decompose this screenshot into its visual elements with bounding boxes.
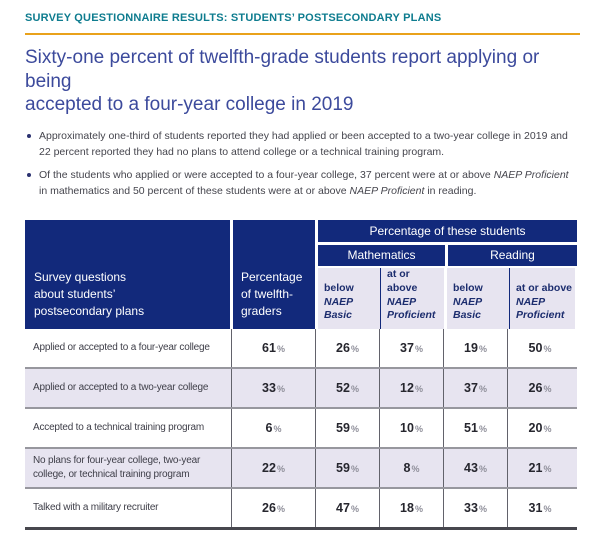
page-title <box>25 46 585 117</box>
percent-sign: % <box>350 503 359 514</box>
achievement-prefix: below <box>324 281 354 294</box>
cell-value: 10 <box>400 420 414 435</box>
cell-math-below-basic <box>316 449 380 487</box>
table-row <box>25 447 577 487</box>
percent-sign: % <box>350 463 359 474</box>
table-row <box>25 367 577 407</box>
header-mathematics: Mathematics <box>318 245 445 267</box>
cell-value: 52 <box>336 380 350 395</box>
list-item <box>25 168 579 200</box>
bullet-dot-icon <box>27 173 31 177</box>
header-group-these-students <box>318 220 577 329</box>
percent-sign: % <box>276 463 285 474</box>
naep-proficient-italic: NAEP Proficient <box>387 295 436 322</box>
bullet-text: Approximately one-third of students reported they had applied or been accepted to a two-year college in 2019 and 22 percent reported they had no plans to attend college or a technical training program. <box>39 129 568 158</box>
cell-value: 33 <box>262 380 276 395</box>
achievement-prefix: at or above <box>387 268 418 294</box>
table-body <box>25 329 577 530</box>
cell-pct-twelfth-graders <box>232 449 316 487</box>
cell-reading-below-basic <box>444 409 508 447</box>
naep-proficient-italic: NAEP Proficient <box>516 295 565 322</box>
cell-value: 43 <box>464 460 478 475</box>
cell-math-below-basic <box>316 369 380 407</box>
header-achievement-levels-row <box>318 268 577 329</box>
row-question: Talked with a military recruiter <box>25 489 232 527</box>
header-line: of twelfth- <box>241 286 294 301</box>
cell-reading-proficient <box>508 329 572 367</box>
percent-sign: % <box>414 503 423 514</box>
header-survey-questions-text <box>34 269 144 320</box>
cell-value: 18 <box>400 500 414 515</box>
page-title-line-2: accepted to a four-year college in 2019 <box>25 94 354 116</box>
cell-value: 47 <box>336 500 350 515</box>
percent-sign: % <box>478 423 487 434</box>
gold-divider-rule <box>25 33 580 35</box>
percent-sign: % <box>350 383 359 394</box>
header-subjects-row <box>318 245 577 267</box>
header-reading: Reading <box>448 245 577 267</box>
bullet-dot-icon <box>27 134 31 138</box>
table-header <box>25 220 577 329</box>
cell-value: 31 <box>528 500 543 515</box>
cell-reading-proficient <box>508 489 572 527</box>
cell-value: 59 <box>336 420 350 435</box>
cell-value: 26 <box>262 500 276 515</box>
cell-pct-twelfth-graders <box>232 329 316 367</box>
row-question: Applied or accepted to a two-year college <box>25 369 232 407</box>
cell-reading-below-basic <box>444 489 508 527</box>
header-line: graders <box>241 303 282 318</box>
cell-value: 21 <box>528 460 543 475</box>
cell-value: 37 <box>400 340 414 355</box>
cell-value: 22 <box>262 460 276 475</box>
cell-pct-twelfth-graders <box>232 369 316 407</box>
bullet-text-part: Of the students who applied or were accepted to a four-year college, 37 percent were at or above <box>39 169 494 182</box>
percent-sign: % <box>276 343 285 354</box>
percent-sign: % <box>478 463 487 474</box>
bullet-text-part: in mathematics and 50 percent of these students were at or above <box>39 185 350 198</box>
cell-value: 51 <box>464 420 478 435</box>
cell-value: 59 <box>336 460 350 475</box>
row-question: Applied or accepted to a four-year college <box>25 329 232 367</box>
cell-value: 26 <box>336 340 350 355</box>
percent-sign: % <box>478 383 487 394</box>
cell-math-proficient <box>380 489 444 527</box>
cell-math-proficient <box>380 449 444 487</box>
header-percentage-twelfth-graders-text <box>241 269 302 320</box>
header-line: Survey questions <box>34 269 127 284</box>
percent-sign: % <box>478 503 487 514</box>
header-survey-questions <box>25 220 230 329</box>
percent-sign: % <box>350 423 359 434</box>
cell-reading-below-basic <box>444 449 508 487</box>
cell-pct-twelfth-graders <box>232 489 316 527</box>
section-eyebrow-heading: SURVEY QUESTIONNAIRE RESULTS: STUDENTS’ POSTSECONDARY PLANS <box>25 12 442 24</box>
percent-sign: % <box>543 383 552 394</box>
header-percentage-twelfth-graders <box>233 220 315 329</box>
cell-value: 8 <box>403 460 411 475</box>
percent-sign: % <box>414 383 423 394</box>
percent-sign: % <box>414 343 423 354</box>
results-table <box>25 220 577 530</box>
cell-reading-below-basic <box>444 369 508 407</box>
achievement-prefix: below <box>453 281 483 294</box>
header-math-at-above-proficient <box>381 268 444 329</box>
cell-math-below-basic <box>316 329 380 367</box>
cell-value: 6 <box>265 420 273 435</box>
header-line: about students’ <box>34 286 116 301</box>
header-line: postsecondary plans <box>34 303 145 318</box>
header-reading-at-above-proficient <box>510 268 575 329</box>
list-item <box>25 129 579 161</box>
naep-basic-italic: NAEP Basic <box>324 295 353 322</box>
header-percentage-these-students: Percentage of these students <box>318 220 577 242</box>
cell-math-proficient <box>380 329 444 367</box>
cell-reading-below-basic <box>444 329 508 367</box>
header-math-below-basic <box>318 268 381 329</box>
cell-math-proficient <box>380 369 444 407</box>
achievement-prefix: at or above <box>516 281 573 294</box>
cell-math-below-basic <box>316 409 380 447</box>
header-line: Percentage <box>241 269 303 284</box>
cell-value: 26 <box>528 380 543 395</box>
cell-pct-twelfth-graders <box>232 409 316 447</box>
percent-sign: % <box>273 423 282 434</box>
page-title-line-1: Sixty-one percent of twelfth-grade students report applying or being <box>25 47 540 92</box>
percent-sign: % <box>543 343 552 354</box>
cell-math-proficient <box>380 409 444 447</box>
bullet-text <box>39 169 569 197</box>
percent-sign: % <box>478 343 487 354</box>
header-reading-below-basic <box>447 268 510 329</box>
percent-sign: % <box>350 343 359 354</box>
cell-value: 37 <box>464 380 478 395</box>
cell-value: 50 <box>528 340 543 355</box>
percent-sign: % <box>543 503 552 514</box>
naep-basic-italic: NAEP Basic <box>453 295 482 322</box>
table-row <box>25 329 577 367</box>
cell-value: 61 <box>262 340 276 355</box>
naep-proficient-italic: NAEP Proficient <box>349 185 425 198</box>
cell-value: 33 <box>464 500 478 515</box>
percent-sign: % <box>543 463 552 474</box>
percent-sign: % <box>411 463 420 474</box>
cell-reading-proficient <box>508 449 572 487</box>
cell-reading-proficient <box>508 409 572 447</box>
percent-sign: % <box>276 383 285 394</box>
cell-value: 12 <box>400 380 414 395</box>
key-findings-list <box>25 129 585 200</box>
percent-sign: % <box>543 423 552 434</box>
percent-sign: % <box>276 503 285 514</box>
bullet-text-part: in reading. <box>424 185 477 198</box>
cell-value: 19 <box>464 340 478 355</box>
table-row <box>25 487 577 527</box>
naep-proficient-italic: NAEP Proficient <box>493 169 569 182</box>
table-row <box>25 407 577 447</box>
row-question: No plans for four-year college, two-year college, or technical training program <box>25 449 232 487</box>
cell-math-below-basic <box>316 489 380 527</box>
cell-value: 20 <box>528 420 543 435</box>
cell-reading-proficient <box>508 369 572 407</box>
row-question: Accepted to a technical training program <box>25 409 232 447</box>
percent-sign: % <box>414 423 423 434</box>
